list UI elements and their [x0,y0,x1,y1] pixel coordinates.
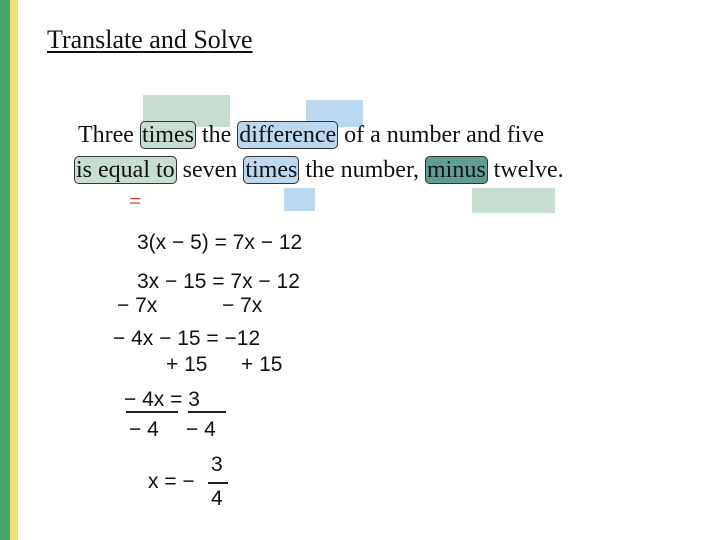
keyword-times-2: times [245,157,298,183]
equation-step-2: 3x − 15 = 7x − 12 [137,270,300,293]
keyword-is-equal-to: is equal to [76,157,175,183]
fraction-bar-right [188,411,226,413]
shade-seven-times [284,188,315,211]
phrase-of-a-number-and-five: of a number and five [344,122,545,148]
slide-title: Translate and Solve [47,25,253,54]
keyword-difference: difference [239,122,337,148]
shade-minus-twelve [472,188,555,213]
equation-step-7-left: − 4 [129,418,159,441]
equation-step-1: 3(x − 5) = 7x − 12 [137,231,303,254]
equation-step-5-left: + 15 [166,353,208,376]
sentence-line-1 [78,122,544,149]
solution-fraction-bar [208,482,228,484]
equation-step-7-right: − 4 [186,418,216,441]
left-accent-bar-green [0,0,10,540]
left-accent-bar-yellow [10,0,18,540]
equation-step-4: − 4x − 15 = −12 [113,327,261,350]
equation-step-3-left: − 7x [117,294,158,317]
word-seven: seven [182,157,238,183]
word-twelve: twelve. [493,157,564,183]
equation-step-3-right: − 7x [222,294,263,317]
solution-denominator: 4 [211,487,223,510]
translation-equals-symbol: = [129,188,142,213]
word-the: the [201,122,232,148]
equation-step-5-right: + 15 [241,353,283,376]
fraction-bar-left [126,411,178,413]
solution-numerator: 3 [211,453,223,476]
word-three: Three [78,122,134,148]
solution-lhs: x = − [148,470,195,493]
keyword-times-1: times [141,122,194,148]
equation-step-6: − 4x = 3 [124,388,200,411]
keyword-minus: minus [426,157,486,183]
sentence-line-2 [74,157,564,184]
phrase-the-number: the number, [305,157,419,183]
